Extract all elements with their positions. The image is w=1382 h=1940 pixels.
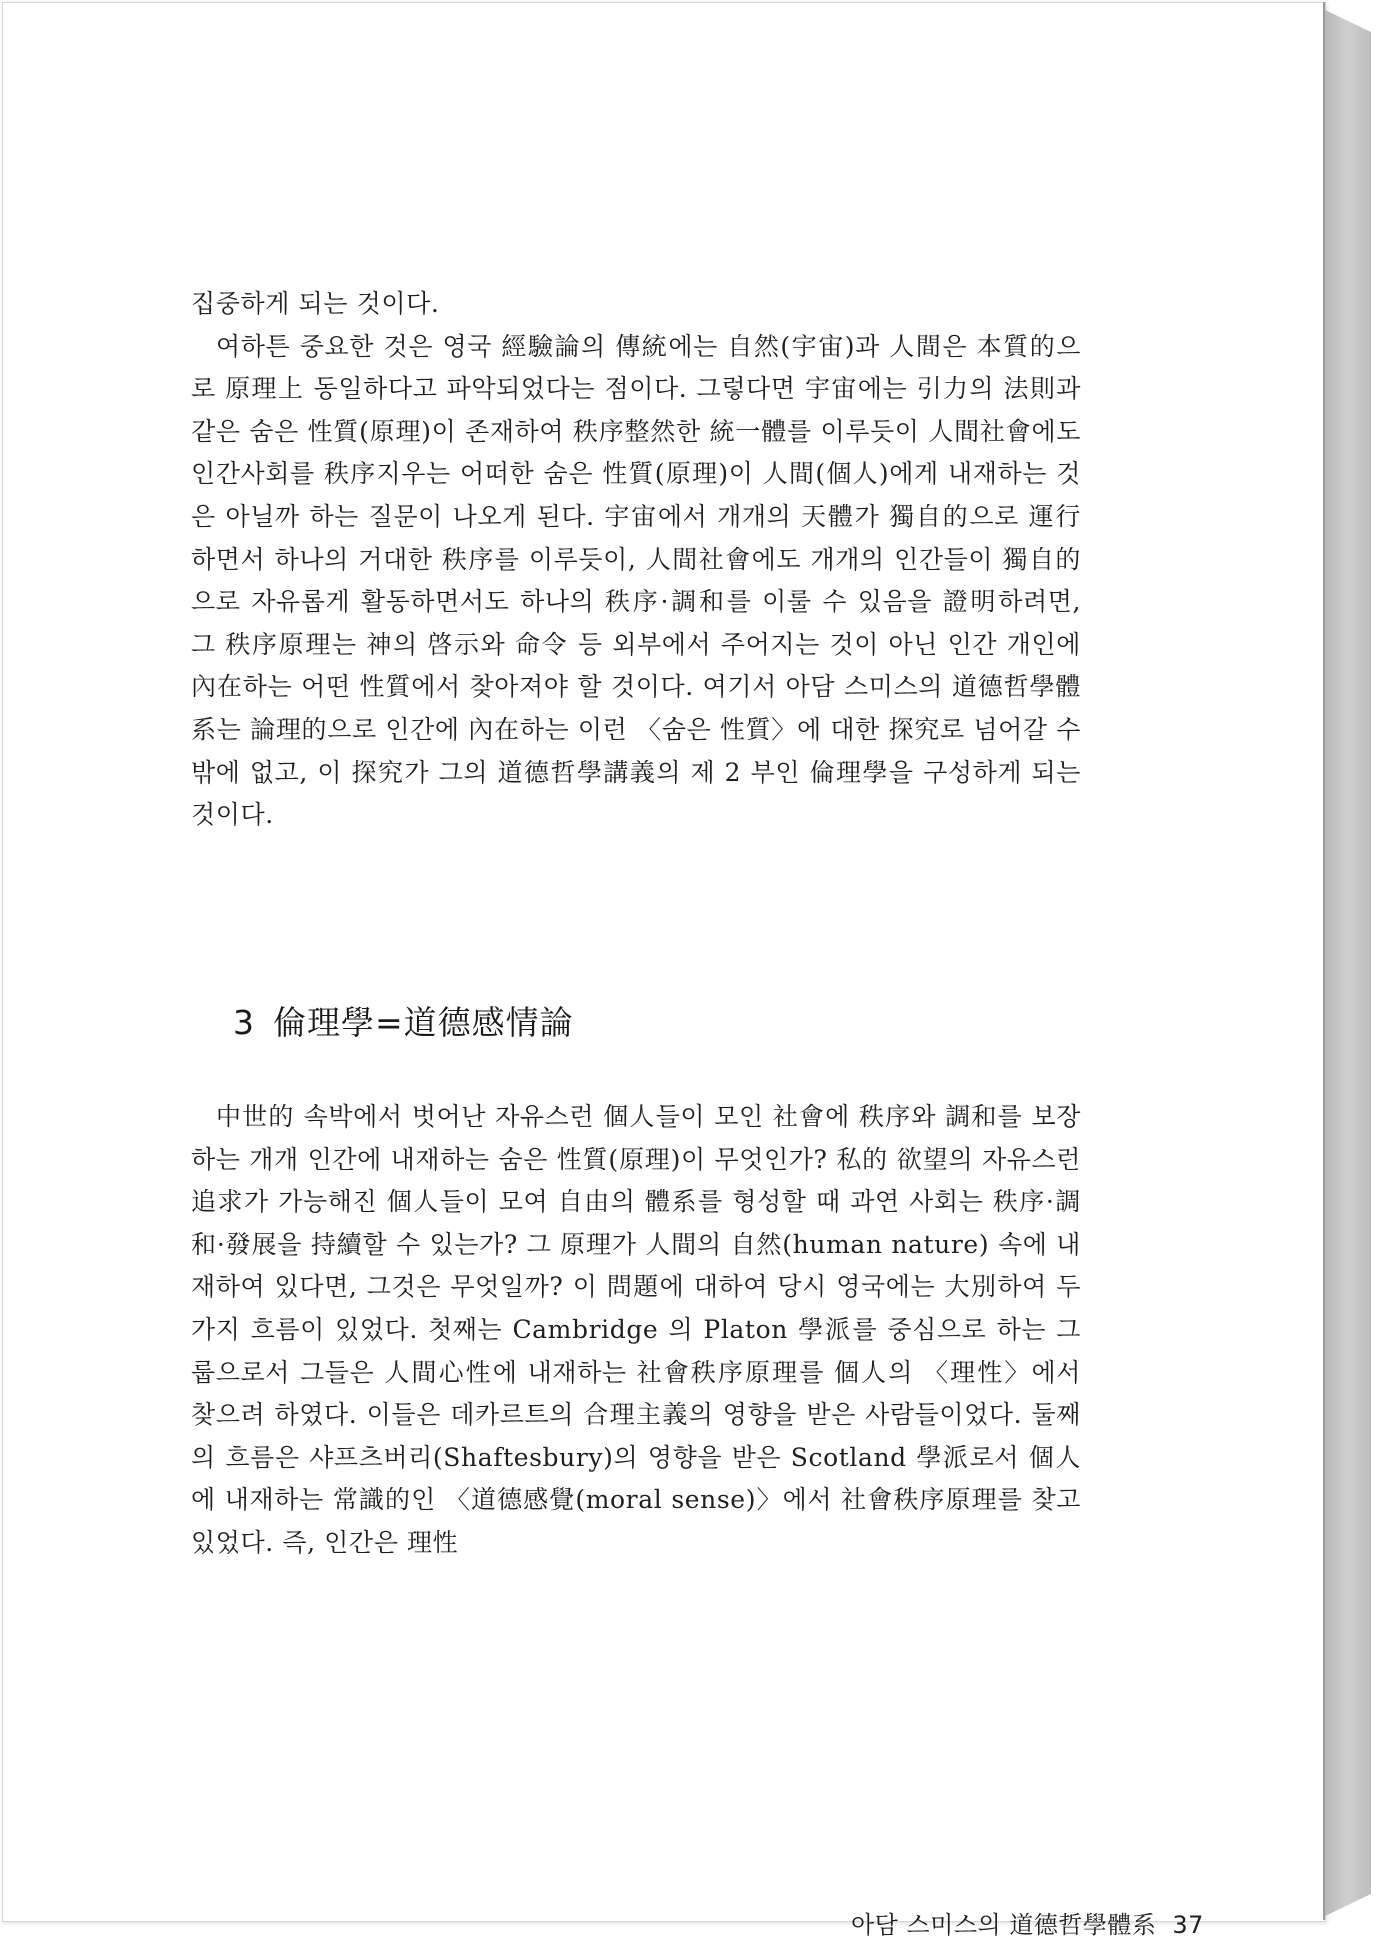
section-body [191,1096,1081,1565]
running-title: 아담 스미스의 道德哲學體系 [851,1911,1157,1939]
section-title: 倫理學=道德感情論 [273,1003,574,1042]
continuation-text: 집중하게 되는 것이다. [191,289,440,318]
page-stack-edge [1325,10,1371,1916]
page-edge-line [1323,2,1325,1920]
page-footer [851,1910,1204,1940]
page-content [191,283,1204,1939]
section-paragraph: 中世的 속박에서 벗어난 자유스런 個人들이 모인 社會에 秩序와 調和를 보장하는 개개 인간에 내재하는 숨은 性質(原理)이 무엇인가? 私的 欲望의 자유스런 追求가 가능해진 個人들이 모여 自由의 體系를 형성할 때 과연 사회는 秩序·調和·發展을 持續할 수 있는가? 그 原理가 人間의 自然(human nature) 속에 내재하여 있다면, 그것은 무엇일까? 이 問題에 대하여 당시 영국에는 大別하여 두 가지 흐름이 있었다. 첫째는 Cambridge 의 Platon 學派를 중심으로 하는 그룹으로서 그들은 人間心性에 내재하는 社會秩序原理를 個人의 〈理性〉에서 찾으려 하였다. 이들은 데카르트의 合理主義의 영향을 받은 사람들이었다. 둘째의 흐름은 샤프츠버리(Shaftesbury)의 영향을 받은 Scotland 學派로서 個人에 내재하는 常識的인 〈道德感覺(moral sense)〉에서 社會秩序原理를 찾고 있었다. 즉, 인간은 理性 [191,1102,1081,1557]
section-number: 3 [233,1003,255,1042]
body-paragraph: 여하튼 중요한 것은 영국 經驗論의 傳統에는 自然(宇宙)과 人間은 本質的으로 原理上 동일하다고 파악되었다는 점이다. 그렇다면 宇宙에는 引力의 法則과 같은 숨은 性質(原理)이 존재하여 秩序整然한 統一體를 이루듯이 人間社會에도 인간사회를 秩序지우는 어떠한 숨은 性質(原理)이 人間(個人)에게 내재하는 것은 아닐까 하는 질문이 나오게 된다. 宇宙에서 개개의 天體가 獨自的으로 運行하면서 하나의 거대한 秩序를 이루듯이, 人間社會에도 개개의 인간들이 獨自的으로 자유롭게 활동하면서도 하나의 秩序·調和를 이룰 수 있음을 證明하려면, 그 秩序原理는 神의 啓示와 命令 등 외부에서 주어지는 것이 아닌 인간 개인에 內在하는 어떤 性質에서 찾아져야 할 것이다. 여기서 아담 스미스의 道德哲學體系는 論理的으로 인간에 內在하는 이런 〈숨은 性質〉에 대한 探究로 넘어갈 수밖에 없고, 이 探究가 그의 道德哲學講義의 제 2 부인 倫理學을 구성하게 되는 것이다. [191,331,1081,830]
page-sheet [2,2,1326,1939]
page-number: 37 [1172,1911,1204,1939]
section-heading [233,1003,574,1043]
